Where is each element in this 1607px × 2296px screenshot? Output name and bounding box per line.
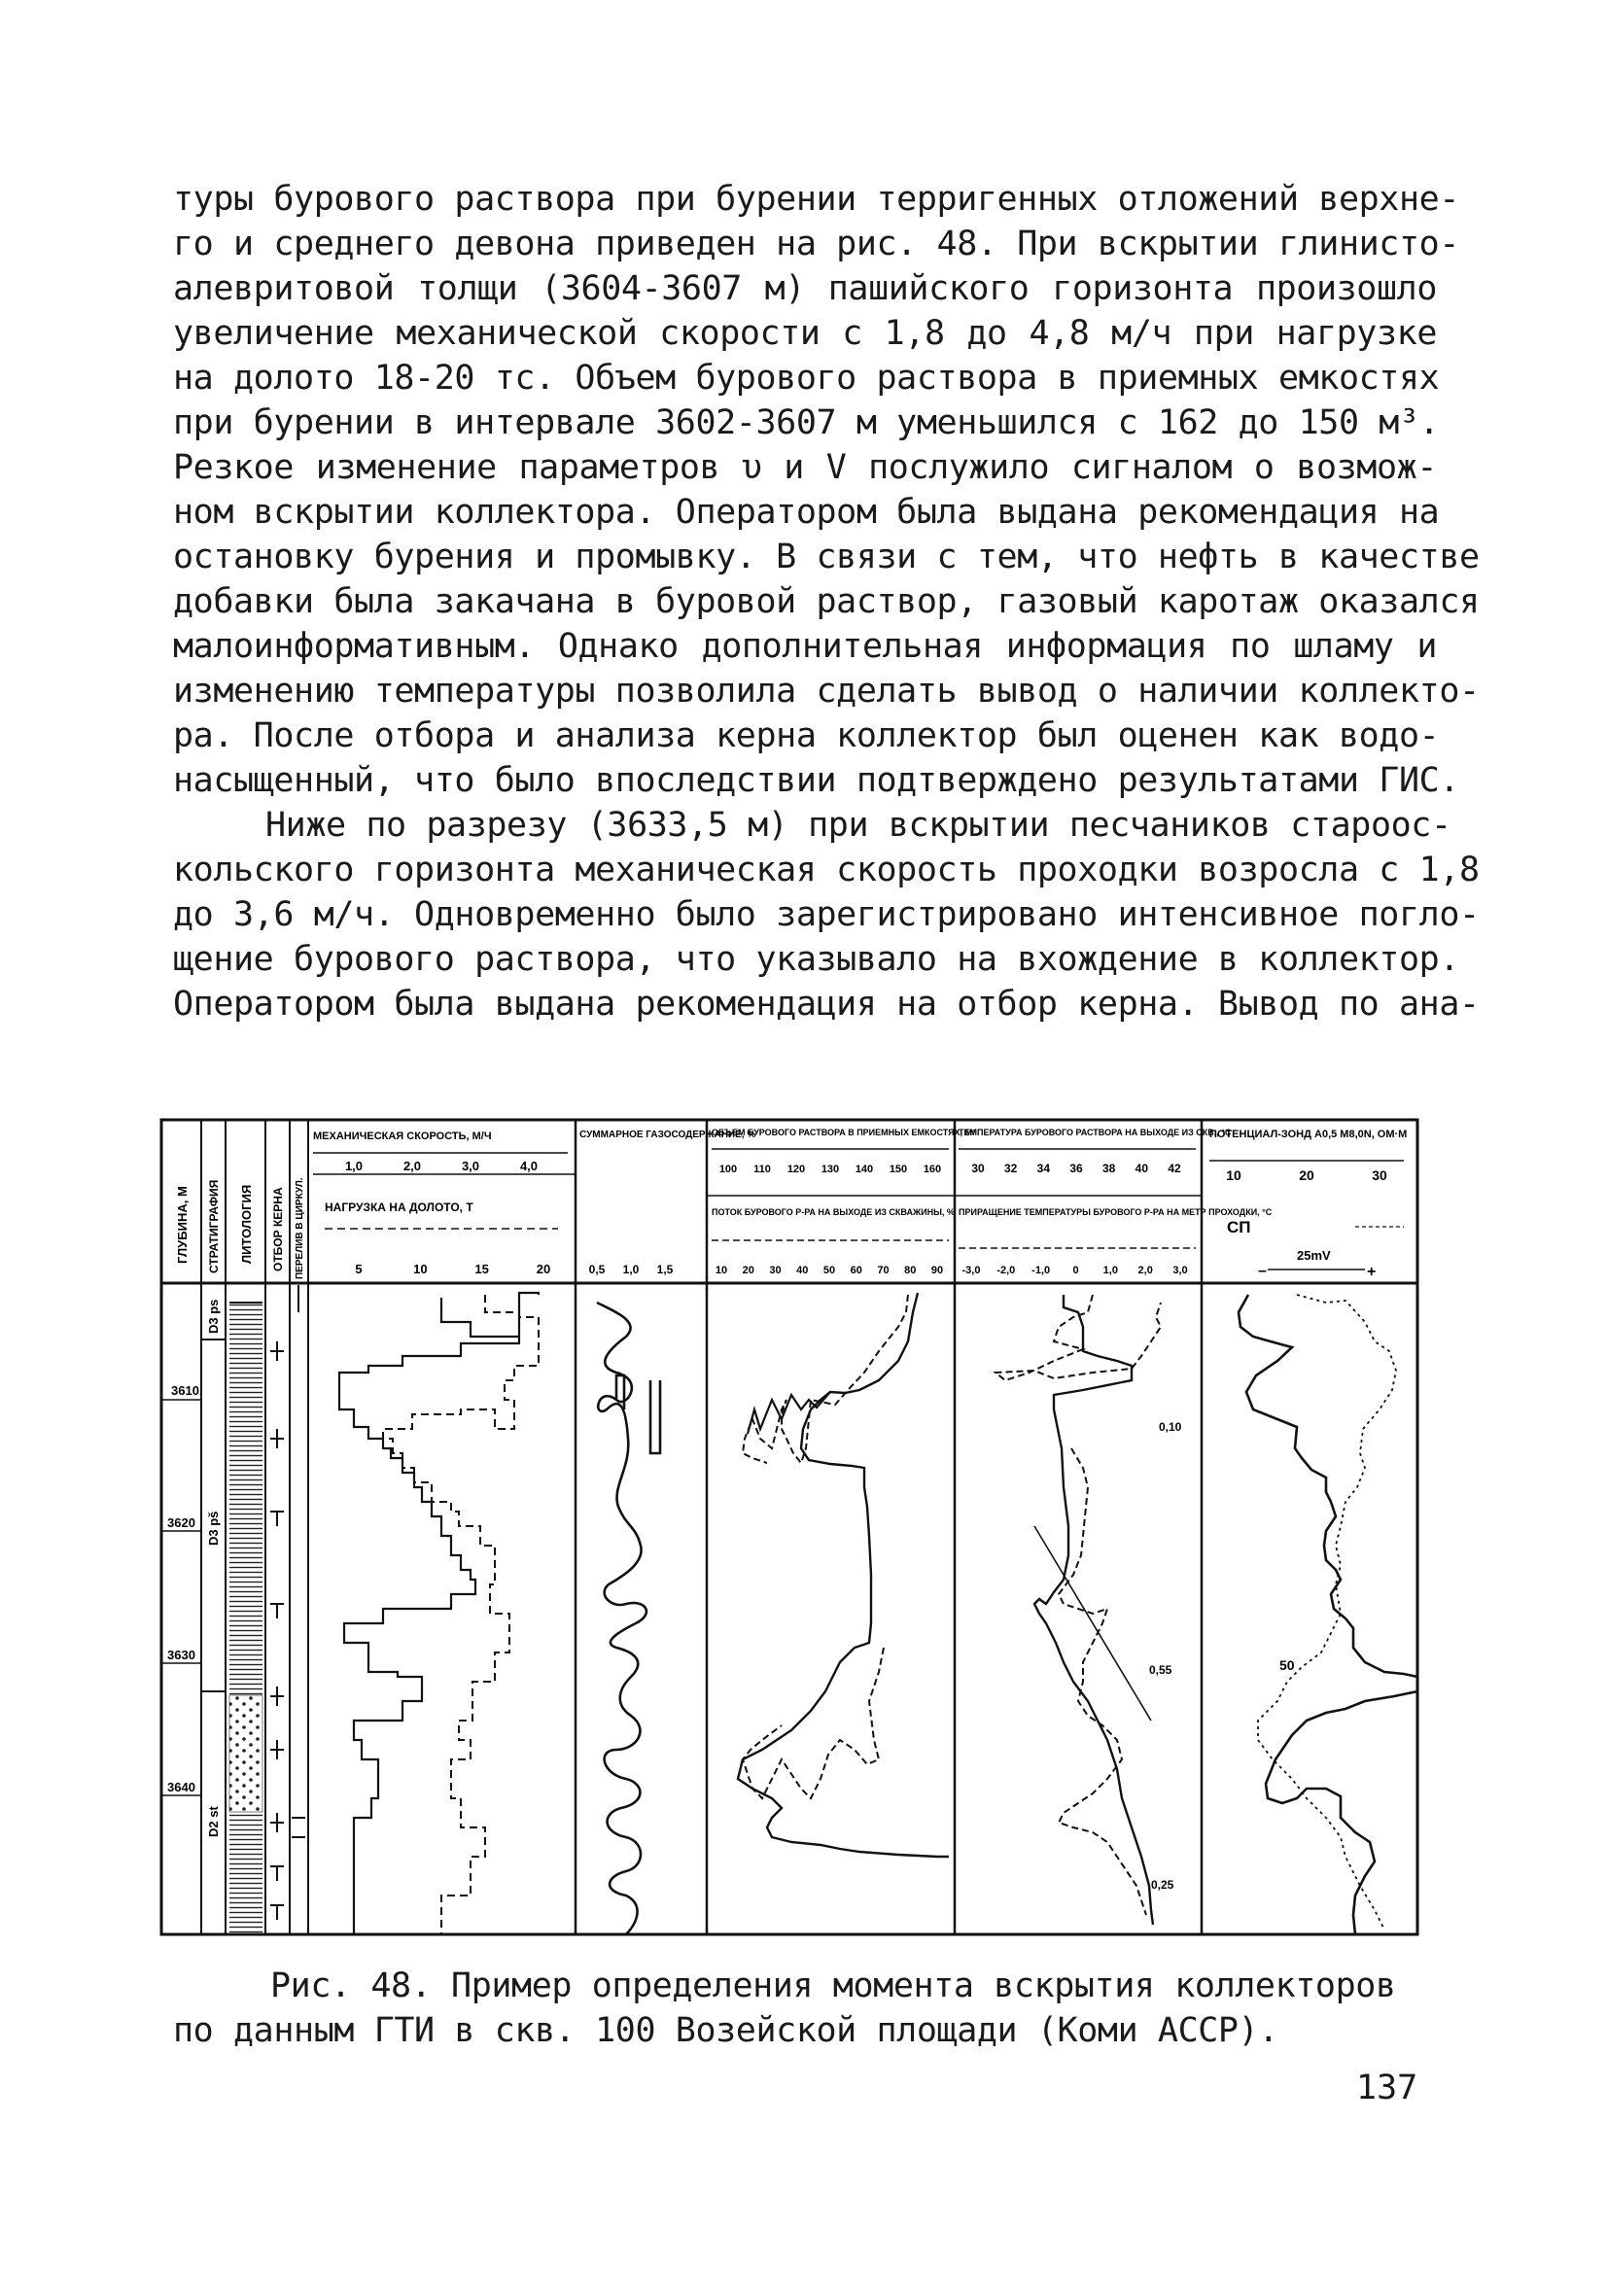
well-log-diagram [159,1118,1419,1937]
col-loss-label: ПЕРЕЛИВ В ЦИРКУЛ. [295,1177,305,1279]
text-line: щение бурового раствора, что указывало на вхождение в коллектор. [173,940,1459,979]
tick-label: 120 [786,1164,806,1175]
sp-plus: + [1367,1264,1377,1280]
panel1-ticks [345,1159,538,1173]
panel4-title: ТЕМПЕРАТУРА БУРОВОГО РАСТВОРА НА ВЫХОДЕ ИЗ СКВ., °С [959,1128,1232,1137]
panel3-ticks [719,1164,941,1175]
text-line: туры бурового раствора при бурении терригенных отложений верхне- [173,180,1459,219]
tick-label: 1,0 [344,1159,364,1173]
panel1-ticks-2 [355,1262,550,1276]
litho-shale [229,1303,262,1695]
text-line: до 3,6 м/ч. Одновременно было зарегистрировано интенсивное погло- [173,895,1480,934]
tick-label: 70 [877,1265,890,1276]
text-line: ра. После отбора и анализа керна коллектор был оценен как водо- [173,716,1440,755]
panel3-ticks-2 [716,1265,943,1276]
temp-annotation: 0,55 [1149,1663,1172,1677]
text-line: алевритовой толщи (3604-3607 м) пашийского горизонта произошло [173,269,1437,308]
gas-curve [597,1303,646,1934]
tick-label: 1,0 [622,1263,640,1276]
caption-line-1: Рис. 48. Пример определения момента вскрытия коллекторов [270,1966,1396,2005]
panel5-title: ПОТЕНЦИАЛ-ЗОНД A0,5 M8,0N, ОМ·М [1209,1129,1408,1140]
tick-label: 3,0 [461,1159,480,1173]
tick-label: 38 [1101,1162,1116,1175]
tick-label: 110 [753,1164,771,1175]
litho-shale-lower [229,1812,262,1932]
text-line: Резкое изменение параметров υ и V послужило сигналом о возмож- [173,448,1437,487]
text-line: Ниже по разрезу (3633,5 м) при вскрытии песчаников староос- [265,806,1451,845]
tick-label: -3,0 [961,1265,981,1276]
core-markers [270,1341,284,1920]
mud-volume-detail [748,1392,830,1434]
tick-label: 100 [718,1164,738,1175]
tick-label: 42 [1168,1162,1181,1175]
tick-label: 90 [930,1265,944,1276]
tick-label: 20 [536,1262,551,1276]
panel1-title: МЕХАНИЧЕСКАЯ СКОРОСТЬ, М/Ч [313,1131,492,1142]
depth-label: 3640 [167,1780,195,1794]
tick-label: 32 [1003,1162,1018,1175]
col-litho-label: ЛИТОЛОГИЯ [239,1184,254,1264]
tick-label: 34 [1036,1162,1051,1175]
tick-label: 30 [971,1162,985,1175]
text-line: насыщенный, что было впоследствии подтверждено результатами ГИС. [173,761,1459,800]
sp-scale: 25mV [1297,1248,1331,1263]
strat-label: D2 st [206,1806,221,1837]
text-line: кольского горизонта механическая скорость проходки возросла с 1,8 [173,851,1480,889]
tick-label: 50 [822,1265,836,1276]
tick-label: 5 [355,1262,363,1276]
text-line: добавки была закачана в буровой раствор, газовый каротаж оказался [173,582,1480,621]
text-line: изменению температуры позволила сделать вывод о наличии коллекто- [173,672,1480,711]
tick-label: 0,5 [588,1263,606,1276]
tick-label: 2,0 [402,1159,422,1173]
body-text [173,177,1480,1026]
tick-label: 10 [413,1262,428,1276]
depth-label: 3610 [171,1383,199,1398]
strat-label: D3 pš [206,1511,221,1546]
tick-label: 130 [821,1164,840,1175]
tick-label: 150 [889,1164,908,1175]
panel4-ticks [971,1162,1181,1175]
text-line: малоинформативным. Однако дополнительная информация по шламу и [173,627,1437,666]
figure-caption [173,1964,1437,2053]
panel4-ticks-2 [962,1265,1188,1276]
tick-label: 10 [715,1265,728,1276]
temp-annotation: 0,10 [1159,1420,1182,1434]
figure-48 [159,1118,1419,1937]
tick-label: 60 [850,1265,862,1276]
tick-label: 160 [923,1164,942,1175]
sp-label: СП [1227,1218,1251,1236]
strat-label: D3 ps [206,1299,221,1334]
col-depth-label: ГЛУБИНА, М [175,1186,190,1264]
tick-label: 1,5 [656,1263,674,1276]
panel2-ticks [589,1263,674,1276]
tick-label: 1,0 [1102,1265,1118,1276]
tick-label: 40 [1135,1162,1149,1175]
temp-annotation: 0,25 [1151,1878,1174,1892]
tick-label: 20 [742,1265,754,1276]
tick-label: -2,0 [996,1265,1016,1276]
tick-label: 30 [769,1265,782,1276]
tick-label: 80 [904,1265,917,1276]
panel2-title: СУММАРНОЕ ГАЗОСОДЕРЖАНИЕ, % [579,1130,756,1140]
tick-label: 3,0 [1172,1265,1188,1276]
tick-label: 36 [1069,1162,1083,1175]
litho-sandstone [229,1695,262,1812]
text-line: го и среднего девона приведен на рис. 48. При вскрытии глинисто- [173,225,1459,263]
sp-minus: – [1258,1263,1267,1279]
depth-label: 3630 [167,1648,195,1662]
page-number: 137 [1356,2069,1418,2107]
temp-increment-curve [996,1295,1161,1915]
tick-label: -1,0 [1031,1265,1051,1276]
tick-label: 40 [796,1265,809,1276]
temperature-curve [1034,1295,1153,1925]
tick-label: 20 [1299,1167,1314,1183]
sp-curve [1239,1295,1417,1934]
loss-markers [292,1285,305,1837]
tick-label: 15 [474,1262,489,1276]
figure-frame [161,1120,1417,1934]
flow-curve [743,1295,908,1798]
caption-line-2: по данным ГТИ в скв. 100 Возейской площади (Коми АССР). [173,2011,1278,2050]
col-strat-label: СТРАТИГРАФИЯ [207,1179,221,1273]
panel3-subtitle: ПОТОК БУРОВОГО Р-РА НА ВЫХОДЕ ИЗ СКВАЖИНЫ, % [712,1207,955,1217]
sp-value-label: 50 [1279,1657,1295,1673]
text-line: ном вскрытии коллектора. Оператором была выдана рекомендация на [173,493,1440,532]
panel1-subtitle: НАГРУЗКА НА ДОЛОТО, Т [325,1200,473,1214]
wob-curve [383,1295,539,1934]
tick-label: 0 [1072,1265,1079,1276]
gas-box [616,1375,660,1453]
panel4-subtitle: ПРИРАЩЕНИЕ ТЕМПЕРАТУРЫ БУРОВОГО Р-РА НА МЕТР ПРОХОДКИ, °С [959,1207,1273,1217]
text-line: увеличение механической скорости с 1,8 до 4,8 м/ч при нагрузке [173,314,1437,353]
depth-label: 3620 [167,1515,195,1530]
resistivity-curve [1258,1295,1396,1930]
tick-label: 140 [855,1164,874,1175]
text-line: при бурении в интервале 3602-3607 м уменьшился с 162 до 150 м³. [173,403,1440,442]
tick-label: 2,0 [1137,1265,1153,1276]
text-line: остановку бурения и промывку. В связи с тем, что нефть в качестве [173,538,1480,576]
mud-volume-curve [738,1293,949,1857]
tick-label: 30 [1372,1167,1387,1183]
tick-label: 4,0 [519,1159,539,1173]
temp-trend-line [1034,1526,1151,1721]
panel5-ticks [1226,1167,1387,1183]
panel3-title: ОБЪЕМ БУРОВОГО РАСТВОРА В ПРИЕМНЫХ ЕМКОСТЯХ, М³ [712,1128,976,1137]
col-core-label: ОТБОР КЕРНА [271,1187,285,1271]
text-line: Оператором была выдана рекомендация на отбор керна. Вывод по ана- [173,985,1480,1024]
tick-label: 10 [1226,1167,1241,1183]
text-line: на долото 18-20 тс. Объем бурового раствора в приемных емкостях [173,359,1440,398]
